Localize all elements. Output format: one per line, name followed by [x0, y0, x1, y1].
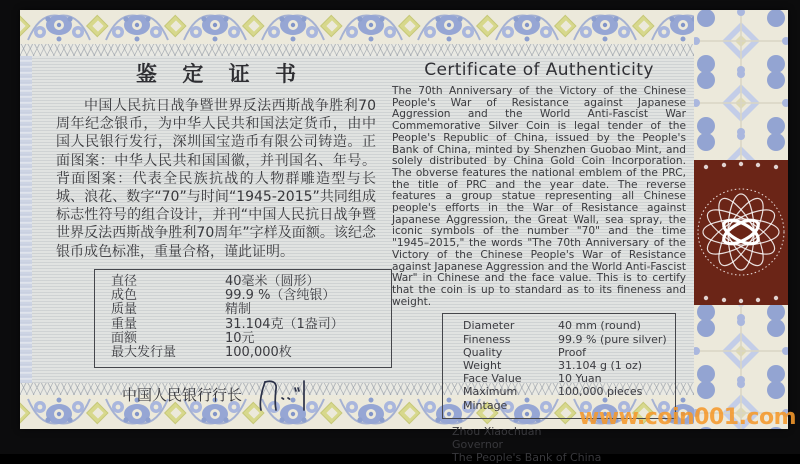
- table-row: [95, 318, 391, 332]
- spec-value: 10元: [225, 331, 255, 347]
- top-border-ornament: [20, 10, 788, 56]
- signer-name: Zhou Xiaochuan: [452, 424, 542, 438]
- spec-value: 31.104 g (1 oz): [558, 358, 643, 372]
- watermark-text: www.coin001.com: [578, 405, 796, 430]
- english-title: Certificate of Authenticity: [424, 60, 654, 80]
- table-row: [95, 303, 391, 317]
- spec-value: 10 Yuan: [558, 372, 602, 386]
- spec-value: Proof: [558, 345, 587, 359]
- spec-value: 99.9 % (pure silver): [558, 332, 667, 346]
- spec-label: 质量: [111, 302, 138, 318]
- spec-label: 直径: [111, 273, 138, 289]
- spec-label: Fineness: [463, 332, 511, 346]
- english-description: The 70th Anniversary of the Victory of the Chinese People's War of Resistance against Japanese Aggression and the World Anti-Fascist War Commemorative Silver Coin is legal tender of the People's Republic of China, issued by the People's Bank of China, minted by Shenzhen Guobao Mint, and solely distributed by China Gold Coin Incorporation. The obverse features the national emblem of the PRC, the title of PRC and the year date. The reverse features a group statue representing all Chinese people's efforts in the War of Resistance against Japanese Aggression, the Great Wall, sea spray, the iconic symbols of the number "70" and the time "1945–2015," the words "The 70th Anniversary of the Victory of the Chinese People's War of Resistance against Japanese Aggression and the World Anti-Fascist War" in Chinese and the face value. This is to certify that the coin is up to standard as to its fineness and weight.: [392, 85, 686, 308]
- spec-label: 最大发行量: [111, 345, 177, 361]
- spec-label: 重量: [111, 316, 138, 332]
- table-row: [443, 319, 675, 332]
- signer-title: 中国人民银行行长: [121, 386, 242, 405]
- table-row: [443, 346, 675, 359]
- chinese-description: 中国人民抗日战争暨世界反法西斯战争胜利70周年纪念银币，为中华人民共和国法定货币，由中国人民银行发行，深圳国宝造币有限公司铸造。正面图案：中华人民共和国国徽，并刊国名、年号。背面图案：代表全民族抗战的人物群雕造型与长城、浪花、数字“70”与时间“1945-2015”共同组成标志性符号的组合设计，并刊“中国人民抗日战争暨世界反法西斯战争胜利70周年”字样及面额。该纪念银币成色标准，重量合格，谨此证明。: [56, 98, 376, 260]
- spec-label: Weight: [463, 358, 502, 372]
- certificate-paper: [20, 10, 788, 464]
- spec-value: 100,000枚: [225, 345, 292, 361]
- table-row: [443, 359, 675, 372]
- signature-scribble-icon: [252, 377, 310, 413]
- spec-label: Quality: [463, 345, 503, 359]
- guilloche-medallion: [694, 160, 788, 305]
- english-signature-block: [452, 425, 686, 464]
- spec-value: 100,000 pieces: [558, 385, 643, 399]
- chinese-spec-table: [94, 269, 392, 368]
- signer-org: The People's Bank of China: [452, 451, 602, 464]
- english-section: [392, 60, 686, 464]
- signer-role: Governor: [452, 437, 504, 451]
- chinese-signer-line: [56, 377, 376, 413]
- spec-label: 成色: [111, 288, 138, 304]
- spec-label: Face Value: [463, 372, 522, 386]
- left-edge-band: [20, 54, 32, 385]
- chinese-title: 鉴 定 证 书: [136, 62, 305, 86]
- spec-value: 精制: [225, 302, 252, 318]
- spec-label: Diameter: [463, 319, 515, 333]
- top-ornament-band-icon: [20, 10, 788, 44]
- table-row: [443, 372, 675, 385]
- english-spec-table: [442, 313, 676, 418]
- table-row: [443, 333, 675, 346]
- chinese-section: [56, 58, 376, 413]
- table-row: [95, 275, 391, 289]
- top-herringbone-strip: [20, 44, 788, 56]
- spec-label: 面额: [111, 331, 138, 347]
- spec-value: 40 mm (round): [558, 319, 641, 333]
- spec-value: 99.9 %（含纯银）: [225, 288, 336, 304]
- spec-value: 31.104克（1盎司）: [225, 316, 344, 332]
- guilloche-strip-icon: [694, 10, 788, 429]
- spec-label: Maximum Mintage: [463, 385, 518, 412]
- table-row: [95, 346, 391, 360]
- right-decorative-strip: [694, 10, 788, 429]
- spec-value: 40毫米（圆形）: [225, 273, 320, 289]
